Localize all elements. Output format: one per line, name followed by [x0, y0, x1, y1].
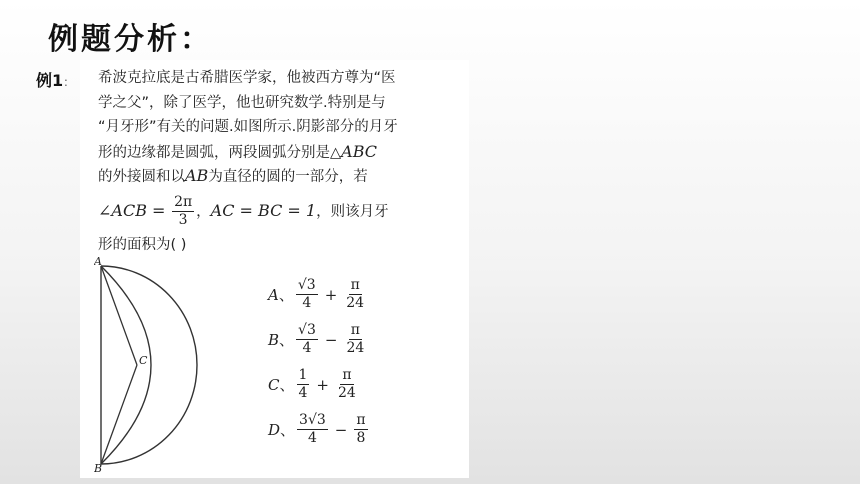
option-b-frac-1-den: 4: [302, 340, 312, 356]
segment-ab: AB: [185, 166, 209, 185]
problem-line-4-text: 形的边缘都是圆弧，两段圆弧分别是△: [98, 144, 342, 161]
option-c[interactable]: [268, 362, 458, 407]
segment-ac: [101, 266, 137, 365]
answer-options: [268, 272, 458, 452]
example-number: 例1: [36, 71, 64, 90]
problem-line-6-comma: ，: [196, 203, 211, 220]
diameter-semicircle-arc: [101, 266, 197, 464]
option-c-letter: C: [268, 375, 280, 394]
problem-line-3: “月牙形”有关的问题.如图所示.阴影部分的月牙: [98, 119, 398, 135]
option-d-sep: 、: [280, 421, 296, 439]
option-a-frac-1-num: √3: [297, 277, 316, 293]
option-c-frac-2-num: π: [342, 367, 352, 383]
problem-line-2: 学之父”，除了医学，他也研究数学.特别是与: [98, 94, 386, 111]
option-a-frac-1: [296, 277, 318, 312]
angle-fraction: [172, 194, 194, 229]
option-b-frac-2-num: π: [350, 322, 360, 338]
example-label: [36, 68, 75, 91]
point-c-label: C: [139, 354, 148, 367]
problem-line-5: [98, 164, 464, 189]
equal-sides: AC = BC = 1: [210, 200, 317, 220]
option-d-frac-2-num: π: [356, 412, 366, 428]
option-d-letter: D: [268, 420, 281, 439]
option-b-sep: 、: [279, 331, 295, 349]
option-b[interactable]: [268, 317, 458, 362]
angle-acb: ∠ACB =: [98, 200, 166, 220]
option-b-operator: −: [324, 330, 338, 349]
option-a[interactable]: [268, 272, 458, 317]
point-b-label: B: [94, 462, 103, 474]
option-b-frac-2: [344, 322, 366, 357]
option-c-frac-2: [336, 367, 358, 402]
option-c-frac-1-den: 4: [298, 385, 308, 401]
option-b-letter: B: [268, 330, 280, 349]
problem-text: [98, 66, 464, 257]
option-b-frac-1: [296, 322, 318, 357]
problem-card: [80, 60, 469, 478]
option-c-frac-1: [297, 367, 310, 402]
problem-line-6: [98, 189, 464, 233]
option-d[interactable]: [268, 407, 458, 452]
angle-fraction-denominator: 3: [178, 212, 188, 228]
option-d-frac-1-den: 4: [307, 430, 317, 446]
option-a-sep: 、: [278, 286, 294, 304]
problem-line-7: 形的面积为( ): [98, 236, 187, 253]
lune-figure: [94, 256, 264, 478]
problem-line-5-text-a: 的外接圆和以: [98, 169, 185, 185]
option-a-letter: A: [268, 285, 279, 304]
option-d-frac-1-num: 3√3: [299, 412, 326, 428]
slide-title: 例题分析：: [48, 22, 213, 57]
example-colon: ：: [63, 75, 76, 89]
problem-line-5-text-b: 为直径的圆的一部分，若: [208, 169, 368, 185]
option-c-sep: 、: [279, 376, 295, 394]
triangle-abc: ABC: [341, 141, 378, 161]
option-a-frac-2-num: π: [350, 277, 360, 293]
option-b-frac-2-den: 24: [346, 340, 365, 356]
option-b-frac-1-num: √3: [298, 322, 316, 338]
problem-line-1: 希波克拉底是古希腊医学家，他被西方尊为“医: [98, 70, 396, 86]
segment-cb: [101, 365, 137, 464]
problem-line-6-end: ，则该月牙: [316, 203, 389, 220]
option-c-frac-1-num: 1: [298, 367, 308, 383]
option-d-frac-1: [297, 412, 328, 447]
option-d-operator: −: [334, 420, 348, 439]
problem-line-4: [98, 140, 464, 165]
option-a-frac-2: [344, 277, 366, 312]
option-d-frac-2-den: 8: [356, 430, 366, 446]
angle-fraction-numerator: 2π: [174, 194, 193, 210]
option-c-frac-2-den: 24: [338, 385, 356, 401]
option-a-frac-2-den: 24: [346, 295, 365, 311]
option-c-operator: +: [316, 375, 329, 394]
option-a-operator: +: [324, 285, 338, 304]
option-a-frac-1-den: 4: [302, 295, 312, 311]
lune-diagram: [94, 256, 264, 474]
option-d-frac-2: [354, 412, 367, 447]
point-a-label: A: [94, 256, 102, 268]
